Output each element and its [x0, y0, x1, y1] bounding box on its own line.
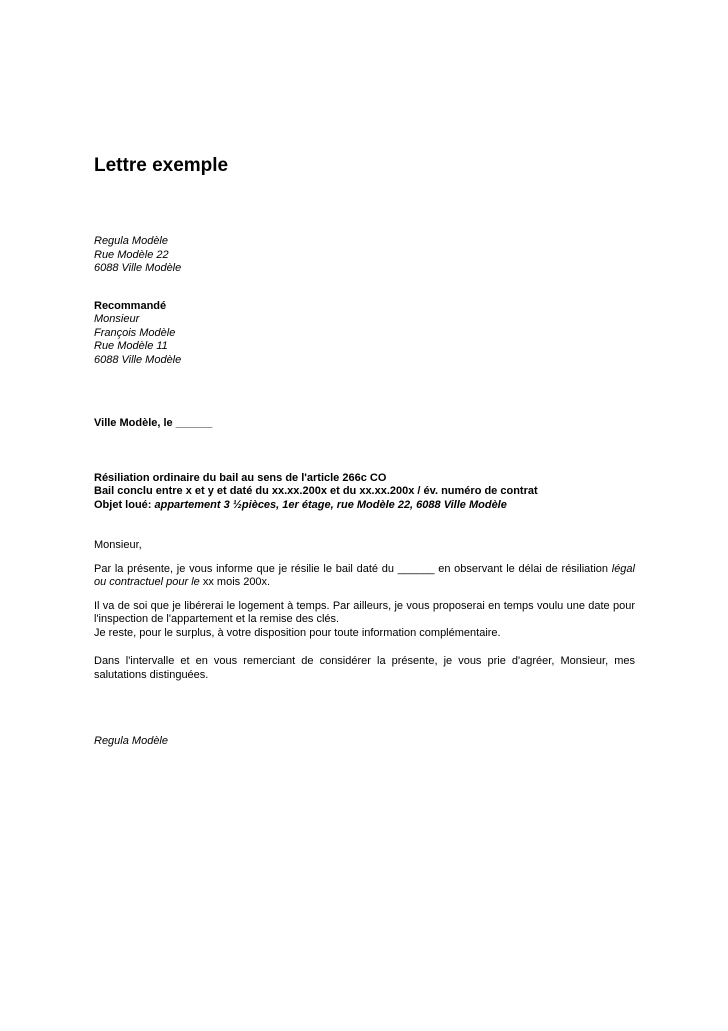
sender-address-line: Rue Modèle 22 [94, 248, 169, 261]
paragraph-2-sentence-1: Il va de soi que je libérerai le logement à temps. Par ailleurs, je vous proposerai en temps voulu une date pour l'inspection de l'appartement et la remise des clés. [94, 599, 635, 625]
body-paragraph-1 [94, 563, 635, 590]
subject-line-1: Résiliation ordinaire du bail au sens de l'article 266c CO [94, 471, 387, 484]
recipient-address-line: Rue Modèle 11 [94, 340, 168, 352]
subject-line-2: Bail conclu entre x et y et daté du xx.xx.200x et du xx.xx.200x / év. numéro de contrat [94, 485, 538, 497]
salutation: Monsieur, [94, 539, 142, 551]
place-and-date-line: Ville Modèle, le ______ [94, 417, 213, 429]
recipient-address-line: François Modèle [94, 326, 176, 339]
body-paragraph-2 [94, 600, 635, 641]
object-value: appartement 3 ½pièces, 1er étage, rue Modèle 22, 6088 Ville Modèle [154, 498, 507, 511]
paragraph-1-italic-text: légal ou contractuel pour le [94, 562, 635, 588]
signature-name: Regula Modèle [94, 735, 168, 747]
recipient-address [94, 300, 635, 368]
subject-block [94, 472, 635, 513]
recipient-address-line: 6088 Ville Modèle [94, 353, 182, 366]
sender-address-line: Regula Modèle [94, 235, 168, 247]
paragraph-1-text: Par la présente, je vous informe que je résilie le bail daté du ______ en observant le délai de résiliation [94, 562, 612, 575]
paragraph-2-sentence-2: Je reste, pour le surplus, à votre disposition pour toute information complémentaire. [94, 626, 501, 639]
subject-line-object [94, 499, 635, 513]
recipient-address-line: Monsieur [94, 313, 140, 325]
body-paragraph-3: Dans l'intervalle et en vous remerciant de considérer la présente, je vous prie d'agréer, Monsieur, mes salutations distinguées. [94, 655, 635, 681]
sender-address-line: 6088 Ville Modèle [94, 262, 182, 274]
sender-address [94, 235, 635, 276]
delivery-mode-label: Recommandé [94, 299, 167, 312]
paragraph-1-text-end: xx mois 200x. [202, 576, 271, 588]
letter-title: Lettre exemple [94, 155, 229, 176]
object-label: Objet loué: [94, 498, 155, 511]
